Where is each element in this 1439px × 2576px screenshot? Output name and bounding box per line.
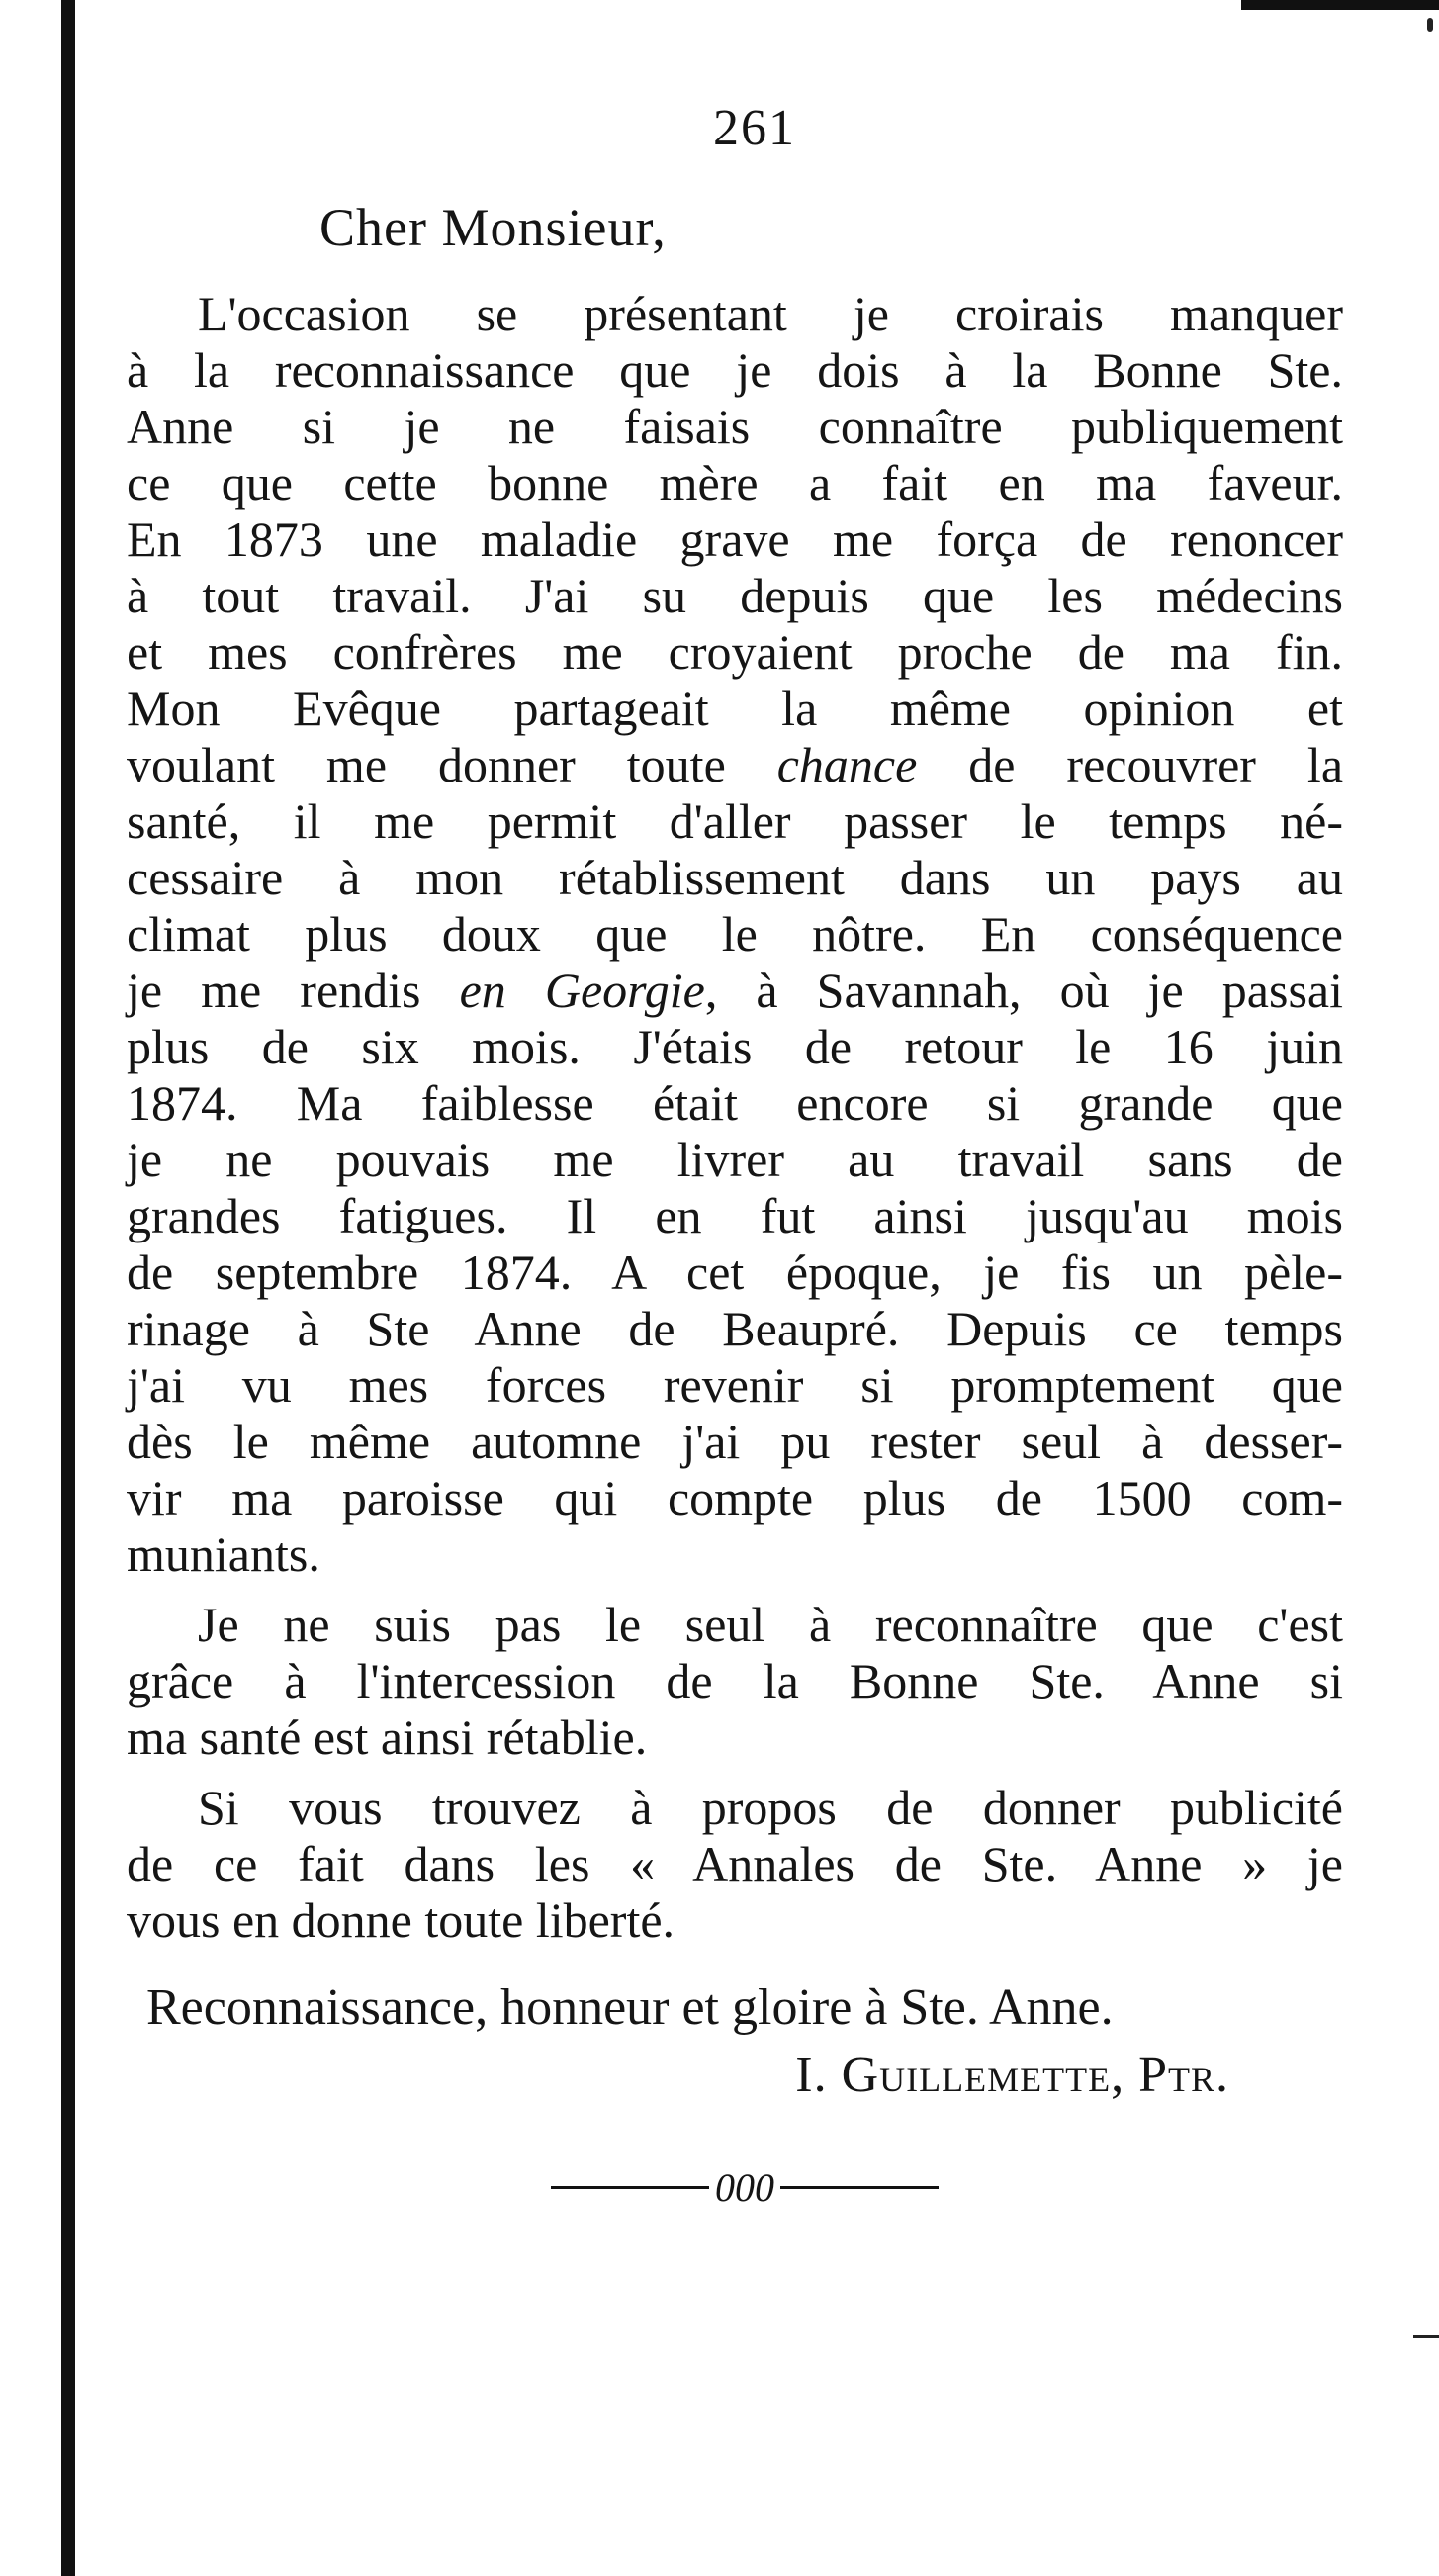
text-line: de ce fait dans les « Annales de Ste. Anne » je bbox=[127, 1836, 1343, 1891]
italic-word: chance bbox=[776, 737, 918, 792]
signature: I. Guillemette, Ptr. bbox=[795, 2047, 1229, 2103]
text-line: dès le même automne j'ai pu rester seul à desser- bbox=[127, 1414, 1343, 1469]
text-line: santé, il me permit d'aller passer le temps né- bbox=[127, 793, 1343, 849]
text-line: je ne pouvais me livrer au travail sans de bbox=[127, 1132, 1343, 1187]
signature-initial: I. bbox=[795, 2047, 828, 2103]
letter-body bbox=[127, 99, 1343, 2211]
closing-line: Reconnaissance, honneur et gloire à Ste. Anne. bbox=[146, 1979, 1114, 2036]
text-line: vir ma paroisse qui compte plus de 1500 com- bbox=[127, 1470, 1343, 1525]
corner-ink-mark bbox=[1427, 18, 1433, 32]
text-line: de septembre 1874. A cet époque, je fis un pèle- bbox=[127, 1244, 1343, 1300]
ornament-rule-left bbox=[551, 2186, 709, 2189]
text-line: à la reconnaissance que je dois à la Bonne Ste. bbox=[127, 342, 1343, 398]
text-line: ma santé est ainsi rétablie. bbox=[127, 1709, 648, 1765]
ornament-mark: 000 bbox=[715, 2165, 774, 2210]
text-segment: je me rendis bbox=[127, 963, 421, 1018]
signature-title: Ptr. bbox=[1138, 2047, 1229, 2103]
salutation: Cher Monsieur, bbox=[319, 198, 667, 257]
text-segment: voulant me donner toute bbox=[127, 737, 726, 792]
text-segment: de recouvrer la bbox=[968, 737, 1344, 792]
paragraph-1 bbox=[127, 286, 1343, 1583]
text-line bbox=[127, 737, 1343, 793]
page-number: 261 bbox=[713, 100, 796, 156]
text-line: grandes fatigues. Il en fut ainsi jusqu'au mois bbox=[127, 1188, 1343, 1243]
text-line: muniants. bbox=[127, 1526, 320, 1582]
ornament-rule-right bbox=[780, 2186, 939, 2189]
text-line: 1874. Ma faiblesse était encore si grande que bbox=[127, 1075, 1343, 1131]
text-line bbox=[127, 963, 1343, 1019]
text-line: grâce à l'intercession de la Bonne Ste. Anne si bbox=[127, 1653, 1343, 1708]
text-line: rinage à Ste Anne de Beaupré. Depuis ce temps bbox=[127, 1301, 1343, 1356]
text-line: Mon Evêque partageait la même opinion et bbox=[127, 681, 1343, 736]
text-line: Je ne suis pas le seul à reconnaître que c'est bbox=[198, 1597, 1343, 1652]
text-line: vous en donne toute liberté. bbox=[127, 1892, 675, 1948]
page-edge-rule bbox=[61, 0, 75, 2576]
text-line: j'ai vu mes forces revenir si promptement que bbox=[127, 1357, 1343, 1413]
text-line: Si vous trouvez à propos de donner publicité bbox=[198, 1780, 1343, 1835]
top-edge-rule bbox=[1241, 0, 1439, 10]
text-line: plus de six mois. J'étais de retour le 16 juin bbox=[127, 1019, 1343, 1074]
signature-name: Guillemette bbox=[841, 2047, 1112, 2103]
text-line: Anne si je ne faisais connaître publiquement bbox=[127, 399, 1343, 454]
text-line: cessaire à mon rétablissement dans un pays au bbox=[127, 850, 1343, 905]
paragraph-2 bbox=[127, 1597, 1343, 1766]
text-line: à tout travail. J'ai su depuis que les médecins bbox=[127, 568, 1343, 623]
text-line: L'occasion se présentant je croirais manquer bbox=[198, 286, 1343, 341]
section-ornament bbox=[127, 2164, 1343, 2211]
text-line: ce que cette bonne mère a fait en ma faveur. bbox=[127, 455, 1343, 510]
paragraph-3 bbox=[127, 1780, 1343, 1949]
italic-phrase: en Georgie bbox=[459, 963, 705, 1018]
text-line: climat plus doux que le nôtre. En conséquence bbox=[127, 906, 1343, 962]
text-line: et mes confrères me croyaient proche de ma fin. bbox=[127, 624, 1343, 680]
text-segment: , à Savannah, où je passai bbox=[704, 963, 1344, 1018]
text-line: En 1873 une maladie grave me força de renoncer bbox=[127, 511, 1343, 567]
margin-dash-mark bbox=[1413, 2335, 1439, 2338]
